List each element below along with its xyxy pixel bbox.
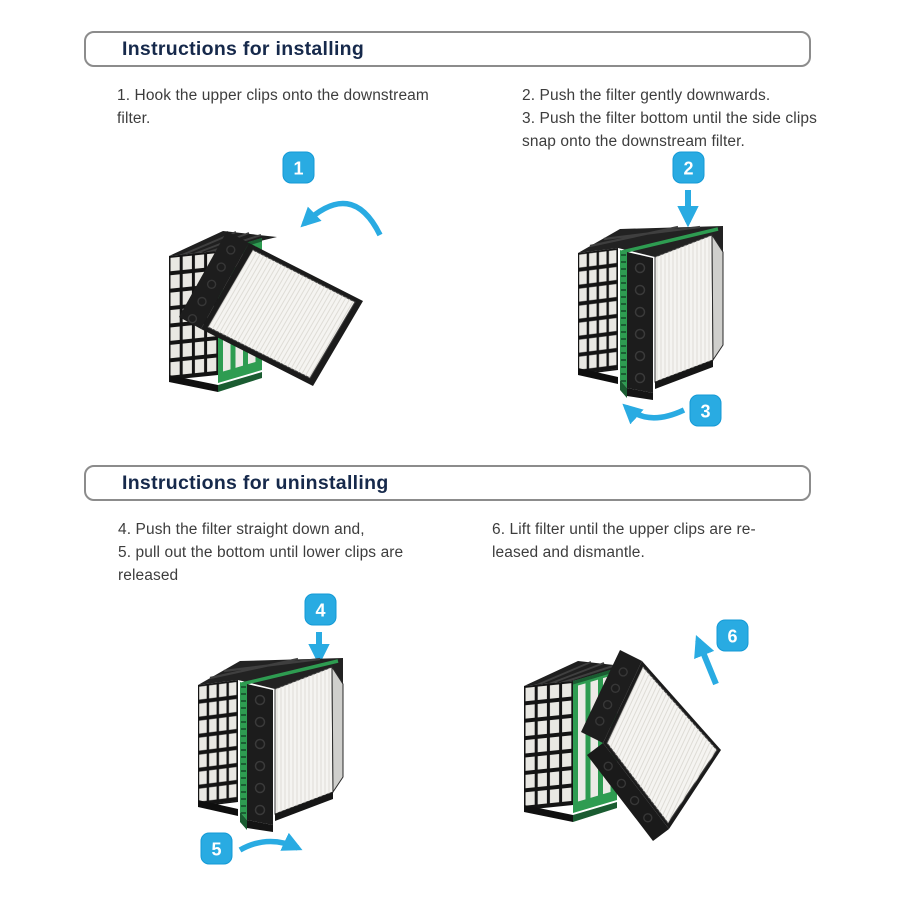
svg-text:3: 3 bbox=[700, 401, 711, 422]
section-header-uninstalling bbox=[84, 465, 811, 501]
figure-install-steps-2-3 bbox=[560, 140, 810, 460]
svg-text:5: 5 bbox=[211, 839, 222, 860]
step-1-badge bbox=[283, 152, 314, 183]
curved-arrow-down-left-icon bbox=[304, 203, 380, 235]
svg-text:2: 2 bbox=[683, 158, 694, 179]
assembled-filter-illustration bbox=[578, 226, 723, 400]
step-2-badge bbox=[673, 152, 704, 183]
svg-text:4: 4 bbox=[315, 600, 326, 621]
svg-text:6: 6 bbox=[727, 626, 738, 647]
step-3-badge bbox=[690, 395, 721, 426]
step-5-badge bbox=[201, 833, 232, 864]
figure-uninstall-step-6 bbox=[510, 580, 780, 900]
straight-arrow-up-left-icon bbox=[698, 640, 716, 684]
section-title: Instructions for uninstalling bbox=[122, 471, 389, 494]
step-6-badge bbox=[717, 620, 748, 651]
instruction-step-1-text: 1. Hook the upper clips onto the downstream filter. bbox=[117, 87, 429, 127]
svg-text:1: 1 bbox=[293, 158, 304, 179]
curved-arrow-left-icon bbox=[626, 407, 684, 418]
instruction-step-6-text: 6. Lift filter until the upper clips are re- leased and dismantle. bbox=[492, 521, 756, 561]
assembled-filter-illustration bbox=[198, 658, 343, 832]
instruction-steps-4-5-text: 4. Push the filter straight down and, 5. pull out the bottom until lower clips are released bbox=[118, 521, 404, 584]
figure-uninstall-steps-4-5 bbox=[180, 580, 430, 900]
section-title: Instructions for installing bbox=[122, 37, 365, 60]
figure-install-step-1 bbox=[160, 140, 410, 440]
instruction-steps-2-3-text: 2. Push the filter gently downwards. 3. Push the filter bottom until the side clips snap onto the downstream filter. bbox=[522, 87, 817, 150]
curved-arrow-right-icon bbox=[240, 841, 298, 850]
step-4-badge bbox=[305, 594, 336, 625]
section-header-installing bbox=[84, 31, 811, 67]
